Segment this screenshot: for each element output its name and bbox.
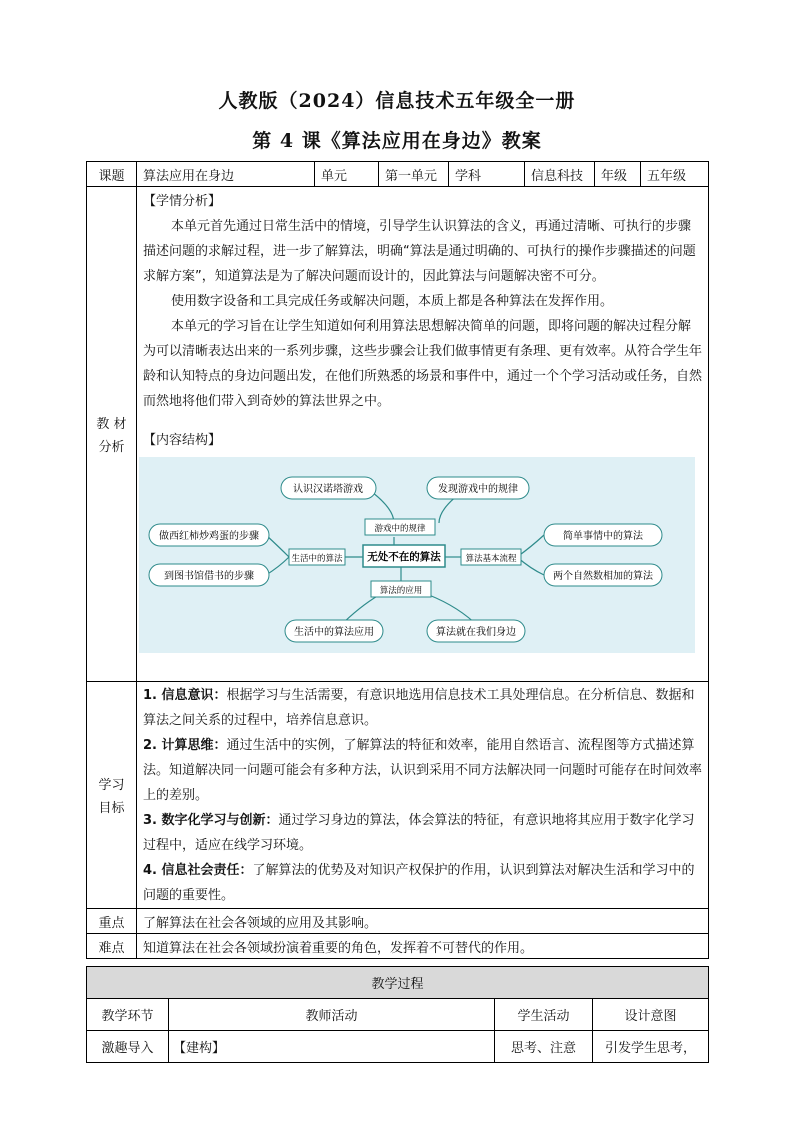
subject-label: 学科 [449,162,525,187]
node-center: 无处不在的算法 [367,551,441,563]
grade-label: 年级 [595,162,641,187]
goal-1 [143,683,702,733]
goal-4-text: 了解算法的优势及对知识产权保护的作用，认识到算法对解决生活和学习中的问题的重要性。 [143,863,695,903]
unit-value: 第一单元 [379,162,449,187]
process-row-1-student: 思考、注意 [495,1031,593,1063]
node-top-right: 发现游戏中的规律 [438,484,518,495]
difficulty-text: 知道算法在社会各领域扮演着重要的角色，发挥着不可替代的作用。 [137,934,709,959]
key-point-row [87,909,709,934]
info-row [87,162,709,187]
node-right-top: 简单事情中的算法 [563,531,643,542]
connector-top: 游戏中的规律 [374,524,426,534]
process-title: 教学过程 [87,967,709,999]
node-left-top: 做西红柿炒鸡蛋的步骤 [159,531,259,542]
goal-4-head: 4. 信息社会责任： [143,863,253,878]
goals-label [87,682,137,909]
process-header-row [87,999,709,1031]
analysis-label-line1: 教 材 [96,417,127,432]
analysis-content [137,187,709,682]
topic-value: 算法应用在身边 [137,162,315,187]
goals-row [87,682,709,909]
connector-left: 生活中的算法 [291,554,343,564]
subject-value: 信息科技 [525,162,595,187]
connector-right: 算法基本流程 [465,554,517,564]
learner-analysis-heading: 【学情分析】 [143,194,222,209]
goals-label-line1: 学习 [98,778,125,793]
goal-1-head: 1. 信息意识： [143,688,227,703]
goal-4 [143,858,702,908]
goal-3 [143,808,702,858]
topic-label: 课题 [87,162,137,187]
node-top-left: 认识汉诺塔游戏 [293,484,363,495]
process-title-row [87,967,709,999]
node-left-bottom: 到图书馆借书的步骤 [164,571,254,582]
process-col-teacher: 教师活动 [169,999,495,1031]
connector-bottom: 算法的应用 [379,586,423,596]
content-structure-diagram [139,457,695,653]
teaching-process-table [86,966,709,1063]
goal-2-text: 通过生活中的实例，了解算法的特征和效率，能用自然语言、流程图等方式描述算法。知道解决同一问题可能会有多种方法，认识到采用不同方法解决同一问题时可能存在时间效率上的差别。 [143,738,703,803]
process-row-1 [87,1031,709,1063]
analysis-label [87,187,137,682]
difficulty-row [87,934,709,959]
analysis-paragraph-2: 使用数字设备和工具完成任务或解决问题，本质上都是各种算法在发挥作用。 [171,294,614,309]
key-point-label: 重点 [87,909,137,934]
unit-label: 单元 [315,162,379,187]
analysis-label-line2: 分析 [98,440,125,455]
goals-label-line2: 目标 [98,801,125,816]
analysis-paragraph-3: 本单元的学习旨在让学生知道如何利用算法思想解决简单的问题，即将问题的解决过程分解为可以清晰表达出来的一系列步骤，这些步骤会让我们做事情更有条理、更有效率。从符合学生年龄和认知特点的身边问题出发，在他们所熟悉的场景和事件中，通过一个个学习活动或任务，自然而然地将他们带入到奇妙的算法世界之中。 [143,319,703,409]
goal-3-head: 3. 数字化学习与创新： [143,813,279,828]
goal-2 [143,733,702,808]
analysis-paragraph-1: 本单元首先通过日常生活中的情境，引导学生认识算法的含义，再通过清晰、可执行的步骤描述问题的求解过程，进一步了解算法，明确“算法是通过明确的、可执行的操作步骤描述的问题求解方案”，知道算法是为了解决问题而设计的，因此算法与问题解决密不可分。 [143,219,696,284]
difficulty-label: 难点 [87,934,137,959]
node-right-bottom: 两个自然数相加的算法 [553,571,653,582]
key-point-text: 了解算法在社会各领域的应用及其影响。 [137,909,709,934]
document-title: 人教版（2024）信息技术五年级全一册 [218,90,576,112]
goal-3-text: 通过学习身边的算法，体会算法的特征，有意识地将其应用于数字化学习过程中，适应在线学习环境。 [143,813,695,853]
process-row-1-intent: 引发学生思考， [593,1031,709,1063]
process-col-student: 学生活动 [495,999,593,1031]
goals-content [137,682,709,909]
process-col-stage: 教学环节 [87,999,169,1031]
process-row-1-stage: 激趣导入 [87,1031,169,1063]
process-row-1-teacher: 【建构】 [169,1031,495,1063]
lesson-title: 第 4 课《算法应用在身边》教案 [252,130,542,152]
goal-2-head: 2. 计算思维： [143,738,227,753]
process-col-intent: 设计意图 [593,999,709,1031]
lesson-plan-table [86,161,709,959]
analysis-row [87,187,709,682]
mind-map [139,457,695,653]
node-bottom-left: 生活中的算法应用 [294,627,374,638]
grade-value: 五年级 [641,162,709,187]
node-bottom-right: 算法就在我们身边 [436,627,516,638]
goal-1-text: 根据学习与生活需要，有意识地选用信息技术工具处理信息。在分析信息、数据和算法之间关系的过程中，培养信息意识。 [143,688,695,728]
content-structure-heading: 【内容结构】 [143,433,222,448]
